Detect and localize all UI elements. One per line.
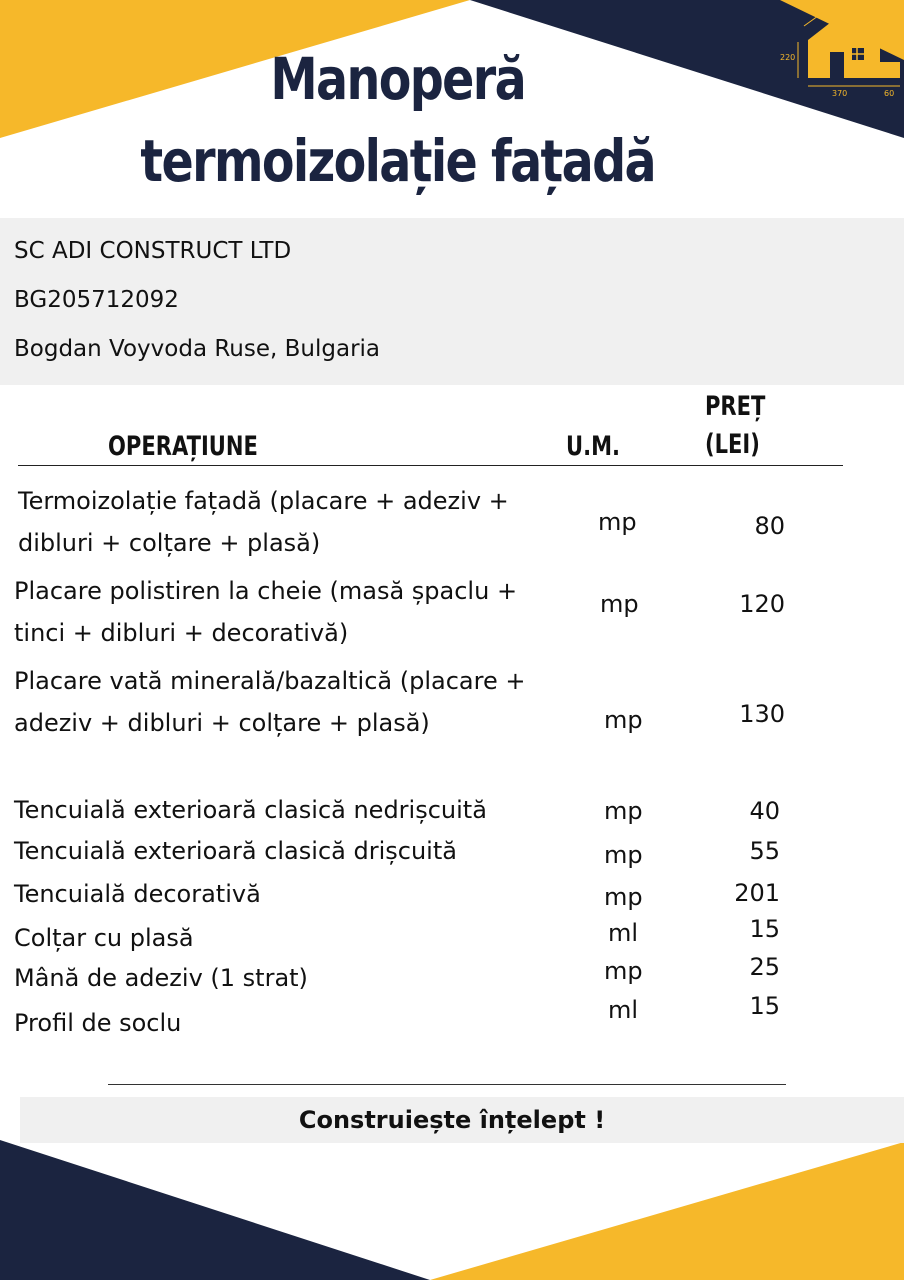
row-unit-5: mp xyxy=(604,841,643,869)
svg-text:60: 60 xyxy=(884,89,895,98)
company-address: Bogdan Voyvoda Ruse, Bulgaria xyxy=(14,336,381,362)
svg-text:370: 370 xyxy=(832,89,848,98)
row-unit-6: mp xyxy=(604,883,643,911)
footer-divider xyxy=(108,1084,786,1085)
page-title-line1: Manoperă xyxy=(270,45,526,113)
svg-text:140: 140 xyxy=(808,7,824,16)
row-operation-2: Placare polistiren la cheie (masă șpaclu + tinci + dibluri + decorativă) xyxy=(14,577,518,647)
row-operation-9: Profil de soclu xyxy=(14,1009,182,1037)
row-unit-3: mp xyxy=(604,706,643,734)
row-operation-3: Placare vată minerală/bazaltică (placare + adeziv + dibluri + colțare + plasă) xyxy=(14,667,526,737)
header-operation: OPERAȚIUNE xyxy=(108,431,258,462)
row-price-9: 15 xyxy=(749,992,780,1020)
bottom-right-yellow-band xyxy=(430,1142,904,1280)
row-price-2: 120 xyxy=(739,590,785,618)
header-unit: U.M. xyxy=(566,431,621,462)
company-name: SC ADI CONSTRUCT LTD xyxy=(14,238,292,264)
svg-text:220: 220 xyxy=(780,53,796,62)
row-unit-8: mp xyxy=(604,957,643,985)
row-price-7: 15 xyxy=(749,915,780,943)
row-operation-8: Mână de adeziv (1 strat) xyxy=(14,964,308,992)
row-unit-9: ml xyxy=(608,996,639,1024)
row-price-3: 130 xyxy=(739,700,785,728)
row-unit-1: mp xyxy=(598,508,637,536)
row-unit-7: ml xyxy=(608,919,639,947)
row-operation-5: Tencuială exterioară clasică drișcuită xyxy=(14,837,457,865)
header-price-line1: PREȚ xyxy=(705,391,766,422)
company-vat: BG205712092 xyxy=(14,287,179,313)
row-price-1: 80 xyxy=(754,512,785,540)
row-operation-7: Colțar cu plasă xyxy=(14,924,194,952)
header-divider xyxy=(18,465,843,466)
house-icon xyxy=(780,0,904,100)
footer-slogan: Construiește înțelept ! xyxy=(298,1106,606,1134)
bottom-left-navy-band xyxy=(0,1140,430,1280)
row-price-4: 40 xyxy=(749,797,780,825)
row-operation-1: Termoizolație fațadă (placare + adeziv + dibluri + colțare + plasă) xyxy=(18,487,509,557)
row-unit-2: mp xyxy=(600,590,639,618)
row-price-8: 25 xyxy=(749,953,780,981)
header-price-line2: (LEI) xyxy=(705,429,760,460)
row-operation-4: Tencuială exterioară clasică nedrișcuită xyxy=(14,796,487,824)
row-operation-6: Tencuială decorativă xyxy=(14,880,261,908)
row-price-6: 201 xyxy=(734,879,780,907)
row-price-5: 55 xyxy=(749,837,780,865)
page-title-line2: termoizolație fațadă xyxy=(140,127,655,195)
row-unit-4: mp xyxy=(604,797,643,825)
